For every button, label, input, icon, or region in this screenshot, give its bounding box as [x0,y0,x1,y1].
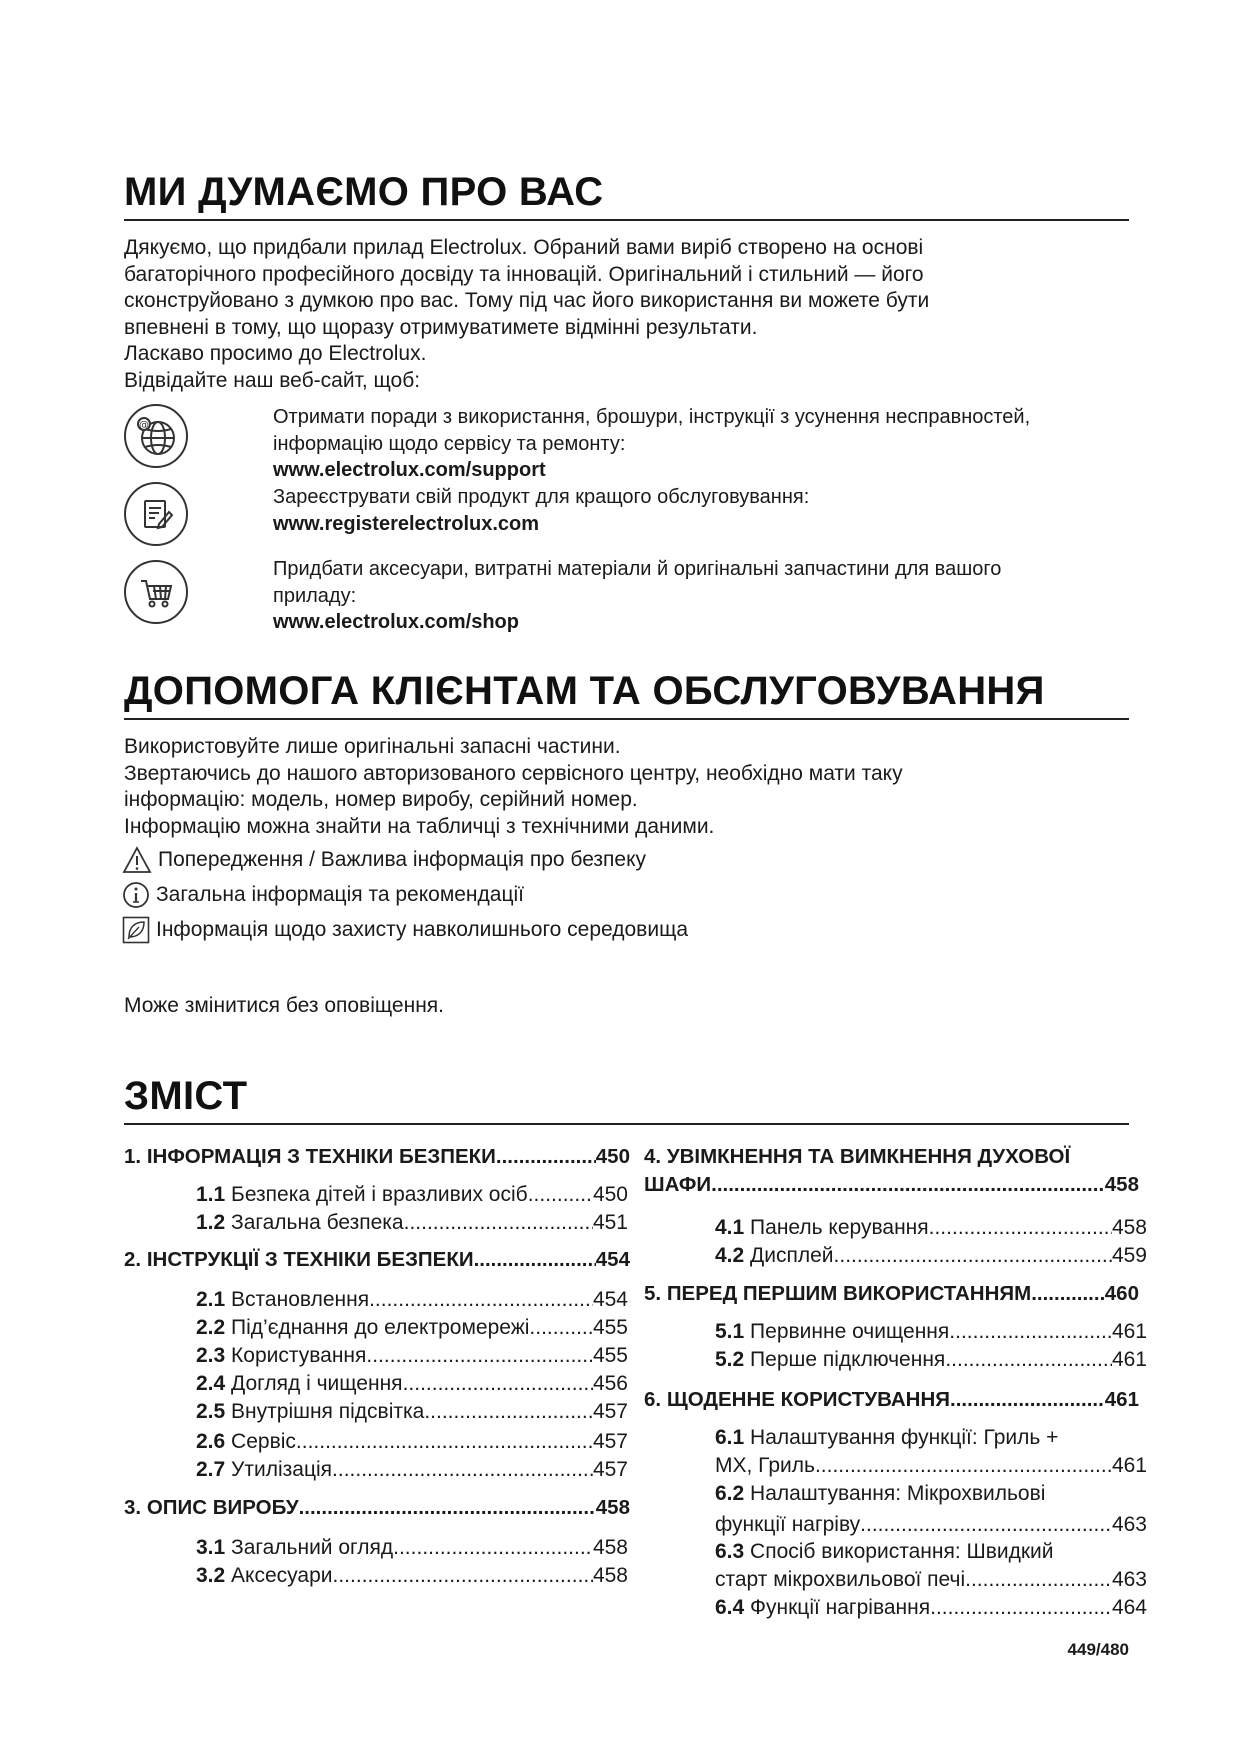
legend-info [122,881,524,909]
toc-item-3-2[interactable]: 3.2 Аксесуари ..... 458 [196,1562,628,1590]
shop-url-link[interactable]: www.electrolux.com/shop [273,611,519,633]
shopping-cart-icon [124,560,188,624]
support-text-line: інформацію щодо сервісу та ремонту: [273,432,626,455]
info-icon [122,881,150,909]
svg-text:@: @ [139,420,149,431]
intro-line: Відвідайте наш веб-сайт, щоб: [124,368,421,392]
legend-environment [122,916,688,944]
toc-chapter-5[interactable]: 5. ПЕРЕД ПЕРШИМ ВИКОРИСТАННЯМ ..... 460 [644,1280,1144,1308]
toc-item-6-2[interactable]: 6.2 Налаштування: Мікрохвильові функції нагріву ..... 463 [715,1480,1147,1539]
page-number: 449/480 [1067,1640,1129,1659]
toc-chapter-3[interactable]: 3. ОПИС ВИРОБУ ..... 458 [124,1494,630,1522]
title-divider [124,1123,1129,1125]
intro-line: багаторічного професійного досвіду та інновацій. Оригінальний і стильний — його [124,262,924,286]
toc-item-6-1[interactable]: 6.1 Налаштування функції: Гриль + МХ, Гриль ..... 461 [715,1424,1147,1480]
support-url-link[interactable]: www.electrolux.com/support [273,459,546,481]
register-link-block [273,484,809,537]
register-text-line: Зареєструвати свій продукт для кращого обслуговування: [273,486,810,508]
legend-warning-text: Попередження / Важлива інформація про безпеку [158,848,647,871]
intro-line: сконструйовано з думкою про вас. Тому під час його використання ви можете бути [124,289,930,312]
section-title-customer-care: ДОПОМОГА КЛІЄНТАМ ТА ОБСЛУГОВУВАННЯ [124,669,1045,713]
service-line: Інформацію можна знайти на табличці з технічними даними. [124,814,715,838]
toc-chapter-1[interactable]: 1. ІНФОРМАЦІЯ З ТЕХНІКИ БЕЗПЕКИ ..... 450 [124,1143,630,1171]
toc-item-4-1[interactable]: 4.1 Панель керування ..... 458 [715,1214,1147,1242]
intro-line: впевнені в тому, що щоразу отримуватимете відмінні результати. [124,315,758,339]
toc-chapter-4[interactable]: 4. УВІМКНЕННЯ ТА ВИМКНЕННЯ ДУХОВОЇ ШАФИ ..... 458 [644,1143,1144,1199]
shop-text-line: Придбати аксесуари, витратні матеріали й оригінальні запчастини для вашого [273,558,1002,580]
support-link-block [273,404,1030,484]
toc-item-6-3[interactable]: 6.3 Спосіб використання: Швидкий старт мікрохвильової печі ..... 463 [715,1538,1147,1594]
toc-item-2-7[interactable]: 2.7 Утилізація ..... 457 [196,1456,628,1484]
toc-item-6-4[interactable]: 6.4 Функції нагрівання ..... 464 [715,1594,1147,1622]
warning-icon [122,846,152,874]
toc-chapter-6[interactable]: 6. ЩОДЕННЕ КОРИСТУВАННЯ ..... 461 [644,1386,1144,1414]
toc-item-1-2[interactable]: 1.2 Загальна безпека ..... 451 [196,1209,628,1237]
legend-environment-text: Інформація щодо захисту навколишнього середовища [156,918,689,941]
shop-text-line: приладу: [273,584,357,607]
toc-title: ЗМІСТ [124,1074,248,1118]
environment-leaf-icon [122,916,150,944]
toc-item-5-1[interactable]: 5.1 Первинне очищення ..... 461 [715,1318,1147,1346]
toc-item-2-2[interactable]: 2.2 Під’єднання до електромережі ..... 455 [196,1314,628,1342]
legend-info-text: Загальна інформація та рекомендації [156,883,524,906]
toc-item-2-3[interactable]: 2.3 Користування ..... 455 [196,1342,628,1370]
toc-item-2-1[interactable]: 2.1 Встановлення ..... 454 [196,1286,628,1314]
register-document-icon [124,482,188,546]
shop-link-block [273,556,1001,636]
section-title-we-think-of-you: МИ ДУМАЄМО ПРО ВАС [124,170,604,214]
change-notice: Може змінитися без оповіщення. [124,994,444,1017]
toc-item-2-5[interactable]: 2.5 Внутрішня підсвітка ..... 457 [196,1398,628,1426]
register-url-link[interactable]: www.registerelectrolux.com [273,512,540,535]
toc-item-4-2[interactable]: 4.2 Дисплей ..... 459 [715,1242,1147,1270]
service-line: Звертаючись до нашого авторизованого сервісного центру, необхідно мати таку [124,761,903,785]
toc-item-1-1[interactable]: 1.1 Безпека дітей і вразливих осіб ..... 450 [196,1181,628,1209]
toc-chapter-2[interactable]: 2. ІНСТРУКЦІЇ З ТЕХНІКИ БЕЗПЕКИ ..... 454 [124,1246,630,1274]
intro-line: Ласкаво просимо до Electrolux. [124,342,427,365]
service-line: інформацію: модель, номер виробу, серійний номер. [124,788,638,811]
title-divider [124,219,1129,221]
toc-item-2-6[interactable]: 2.6 Сервіс ..... 457 [196,1428,628,1456]
globe-icon [124,404,188,468]
service-line: Використовуйте лише оригінальні запасні частини. [124,735,621,758]
legend-warning [122,846,646,874]
service-paragraph [124,734,903,840]
toc-item-5-2[interactable]: 5.2 Перше підключення ..... 461 [715,1346,1147,1374]
support-text-line: Отримати поради з використання, брошури, інструкції з усунення несправностей, [273,406,1031,428]
toc-item-2-4[interactable]: 2.4 Догляд і чищення ..... 456 [196,1370,628,1398]
intro-paragraph [124,235,929,394]
title-divider [124,718,1129,720]
intro-line: Дякуємо, що придбали прилад Electrolux. Обраний вами виріб створено на основі [124,236,924,259]
toc-item-3-1[interactable]: 3.1 Загальний огляд ..... 458 [196,1534,628,1562]
